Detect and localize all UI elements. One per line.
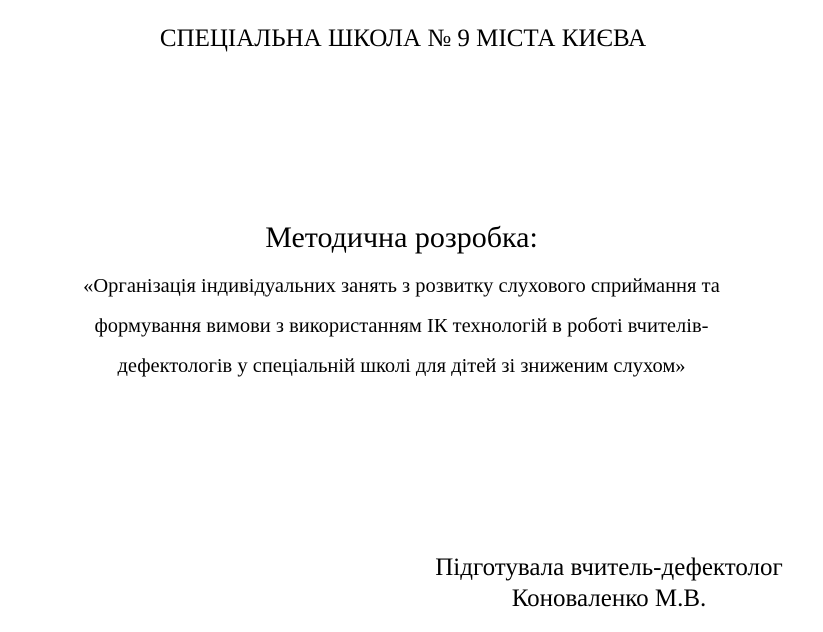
author-block xyxy=(408,552,810,614)
school-name-heading: СПЕЦІАЛЬНА ШКОЛА № 9 МІСТА КИЄВА xyxy=(159,25,647,52)
document-type-title: Методична розробка: xyxy=(265,221,538,254)
topic-line: формування вимови з використанням ІК технологій в роботі вчителів- xyxy=(94,315,709,337)
author-prepared-by: Підготувала вчитель-дефектолог xyxy=(435,554,783,581)
topic-line: дефектологів у спеціальній школі для дітей зі зниженим слухом» xyxy=(117,355,686,377)
topic-text xyxy=(0,266,803,386)
topic-line: «Організація індивідуальних занять з розвитку слухового сприймання та xyxy=(83,275,720,297)
author-name: Коноваленко М.В. xyxy=(511,585,707,612)
